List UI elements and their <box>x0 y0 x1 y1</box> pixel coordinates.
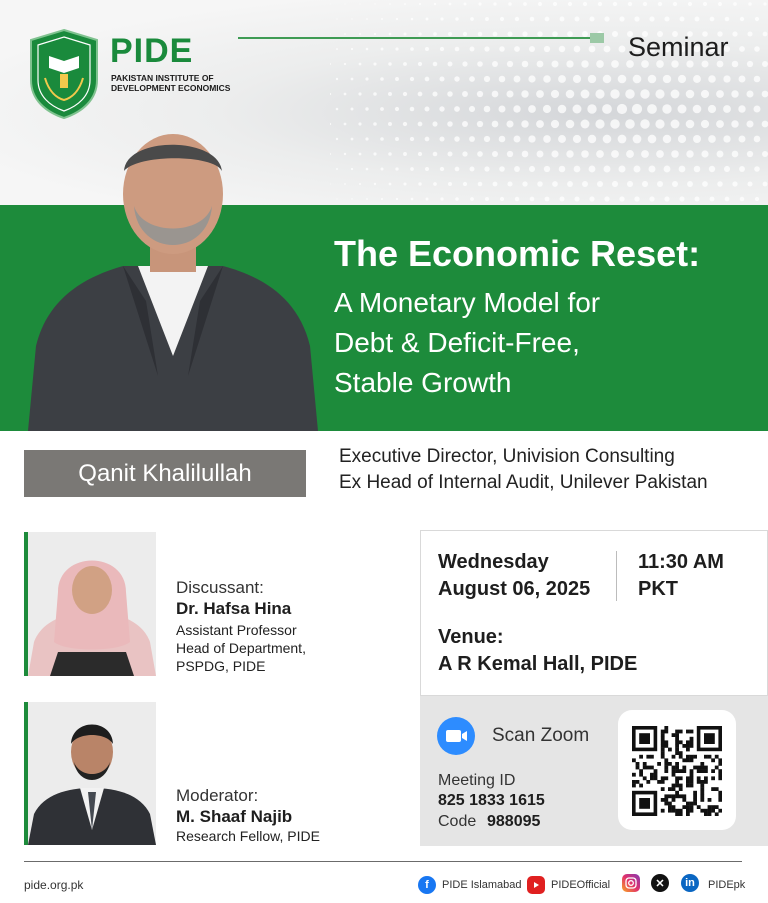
venue-name: A R Kemal Hall, PIDE <box>438 653 638 675</box>
zoom-qr-code[interactable] <box>632 726 722 816</box>
camera-outline-icon <box>625 877 637 889</box>
seminar-subtitle-line: Stable Growth <box>334 367 512 398</box>
instagram-icon[interactable] <box>622 874 640 892</box>
video-camera-icon <box>437 717 475 755</box>
event-type-label: Seminar <box>628 32 729 62</box>
moderator-name: M. Shaaf Najib <box>176 807 293 826</box>
seminar-subtitle-line: A Monetary Model for <box>334 287 601 318</box>
zoom-icon <box>437 717 475 755</box>
discussant-detail: Head of Department, <box>176 640 306 656</box>
speaker-role: Ex Head of Internal Audit, Unilever Pakistan <box>339 472 708 493</box>
pide-shield-logo <box>27 28 101 120</box>
dot-pattern-decoration <box>330 0 768 205</box>
linkedin-icon[interactable]: in <box>681 874 699 892</box>
logo-subtitle: PAKISTAN INSTITUTE OF DEVELOPMENT ECONOMICS <box>111 73 231 93</box>
header-divider-accent <box>590 33 604 43</box>
discussant-portrait-icon <box>28 532 156 676</box>
event-time: 11:30 AM <box>638 551 724 573</box>
moderator-label: Moderator: <box>176 786 259 805</box>
event-date: August 06, 2025 <box>438 578 591 600</box>
seminar-subtitle-line: Debt & Deficit-Free, <box>334 327 580 358</box>
meeting-id-label: Meeting ID <box>438 772 516 789</box>
discussant-name: Dr. Hafsa Hina <box>176 599 292 618</box>
scan-zoom-label: Scan Zoom <box>492 725 590 746</box>
website-link[interactable]: pide.org.pk <box>24 878 84 892</box>
passcode-value: 988095 <box>487 813 541 830</box>
discussant-detail: PSPDG, PIDE <box>176 658 266 674</box>
play-icon <box>531 880 541 890</box>
youtube-handle[interactable]: PIDEOfficial <box>551 879 611 891</box>
speaker-name: Qanit Khalilullah <box>78 460 252 487</box>
moderator-photo <box>28 702 156 845</box>
facebook-icon[interactable]: f <box>418 876 436 894</box>
moderator-portrait-icon <box>28 702 156 845</box>
venue-label: Venue: <box>438 626 504 648</box>
discussant-photo <box>28 532 156 676</box>
logo-wordmark: PIDE <box>110 32 194 70</box>
speaker-role: Executive Director, Univision Consulting <box>339 446 675 467</box>
meeting-id-value: 825 1833 1615 <box>438 792 545 809</box>
footer-divider <box>24 861 742 862</box>
event-day: Wednesday <box>438 551 549 573</box>
discussant-label: Discussant: <box>176 578 264 597</box>
passcode-label: Code <box>438 813 477 830</box>
social-handle[interactable]: PIDEpk <box>708 879 746 891</box>
facebook-handle[interactable]: PIDE Islamabad <box>442 879 522 891</box>
youtube-icon[interactable] <box>527 876 545 894</box>
speaker-photo <box>28 126 318 431</box>
seminar-title: The Economic Reset: <box>334 233 701 274</box>
event-timezone: PKT <box>638 578 678 600</box>
schedule-divider <box>616 551 617 601</box>
x-twitter-icon[interactable]: ✕ <box>651 874 669 892</box>
discussant-detail: Assistant Professor <box>176 622 297 638</box>
header-divider <box>238 37 590 39</box>
moderator-detail: Research Fellow, PIDE <box>176 828 320 844</box>
